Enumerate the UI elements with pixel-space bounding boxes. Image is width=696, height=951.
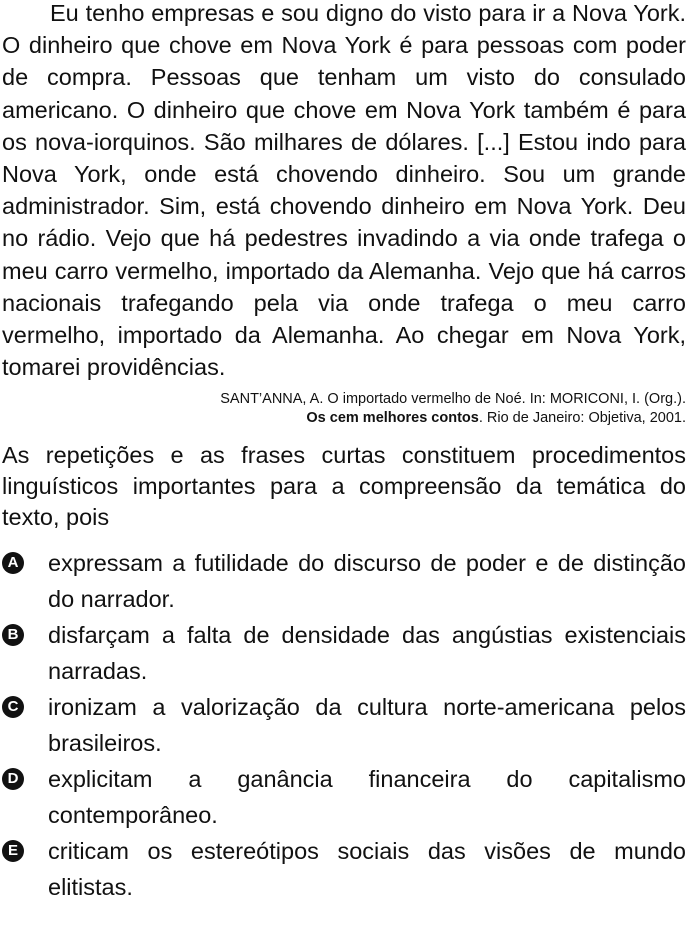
option-c[interactable] [2, 689, 686, 761]
option-b[interactable] [2, 617, 686, 689]
option-d[interactable] [2, 761, 686, 833]
question-stem: As repetições e as frases curtas constituem procedimentos linguísticos importantes para a compreensão da temática do texto, pois [2, 442, 686, 531]
citation-publisher: . Rio de Janeiro: Objetiva, 2001. [478, 410, 686, 427]
option-c-letter-badge: C [2, 696, 24, 718]
option-e[interactable] [2, 833, 686, 905]
option-b-text: disfarçam a falta de densidade das angústias existenciais narradas. [48, 622, 686, 685]
book-title: Os cem melhores contos [306, 410, 479, 427]
exam-question [2, 0, 686, 905]
option-a-text: expressam a futilidade do discurso de poder e de distinção do narrador. [48, 550, 686, 613]
passage-text: Eu tenho empresas e sou digno do visto para ir a Nova York. O dinheiro que chove em Nova York é para pessoas com poder de compra. Pessoas que tenham um visto do consulado americano. O dinheiro que chove em Nova York também é para os nova-iorquinos. São milhares de dólares. [...] Estou indo para Nova York, onde está chovendo dinheiro. Sou um grande administrador. Sim, está chovendo dinheiro em Nova York. Deu no rádio. Vejo que há pedestres invadindo a via onde trafega o meu carro vermelho, importado da Alemanha. Vejo que há carros nacionais trafegando pela via onde trafega o meu carro vermelho, importado da Alemanha. Ao chegar em Nova York, tomarei providências. [2, 0, 686, 381]
option-a[interactable] [2, 545, 686, 617]
option-d-letter-badge: D [2, 768, 24, 790]
source-citation [2, 390, 686, 428]
option-d-text: explicitam a ganância financeira do capitalismo contemporâneo. [48, 766, 686, 829]
answer-options [2, 545, 686, 905]
option-b-letter-badge: B [2, 624, 24, 646]
citation-line-1: SANT’ANNA, A. O importado vermelho de Noé. In: MORICONI, I. (Org.). [220, 391, 686, 408]
option-a-letter-badge: A [2, 552, 24, 574]
citation-line-2 [2, 409, 686, 428]
option-c-text: ironizam a valorização da cultura norte-americana pelos brasileiros. [48, 694, 686, 757]
option-e-text: criticam os estereótipos sociais das visões de mundo elitistas. [48, 838, 686, 901]
option-e-letter-badge: E [2, 840, 24, 862]
